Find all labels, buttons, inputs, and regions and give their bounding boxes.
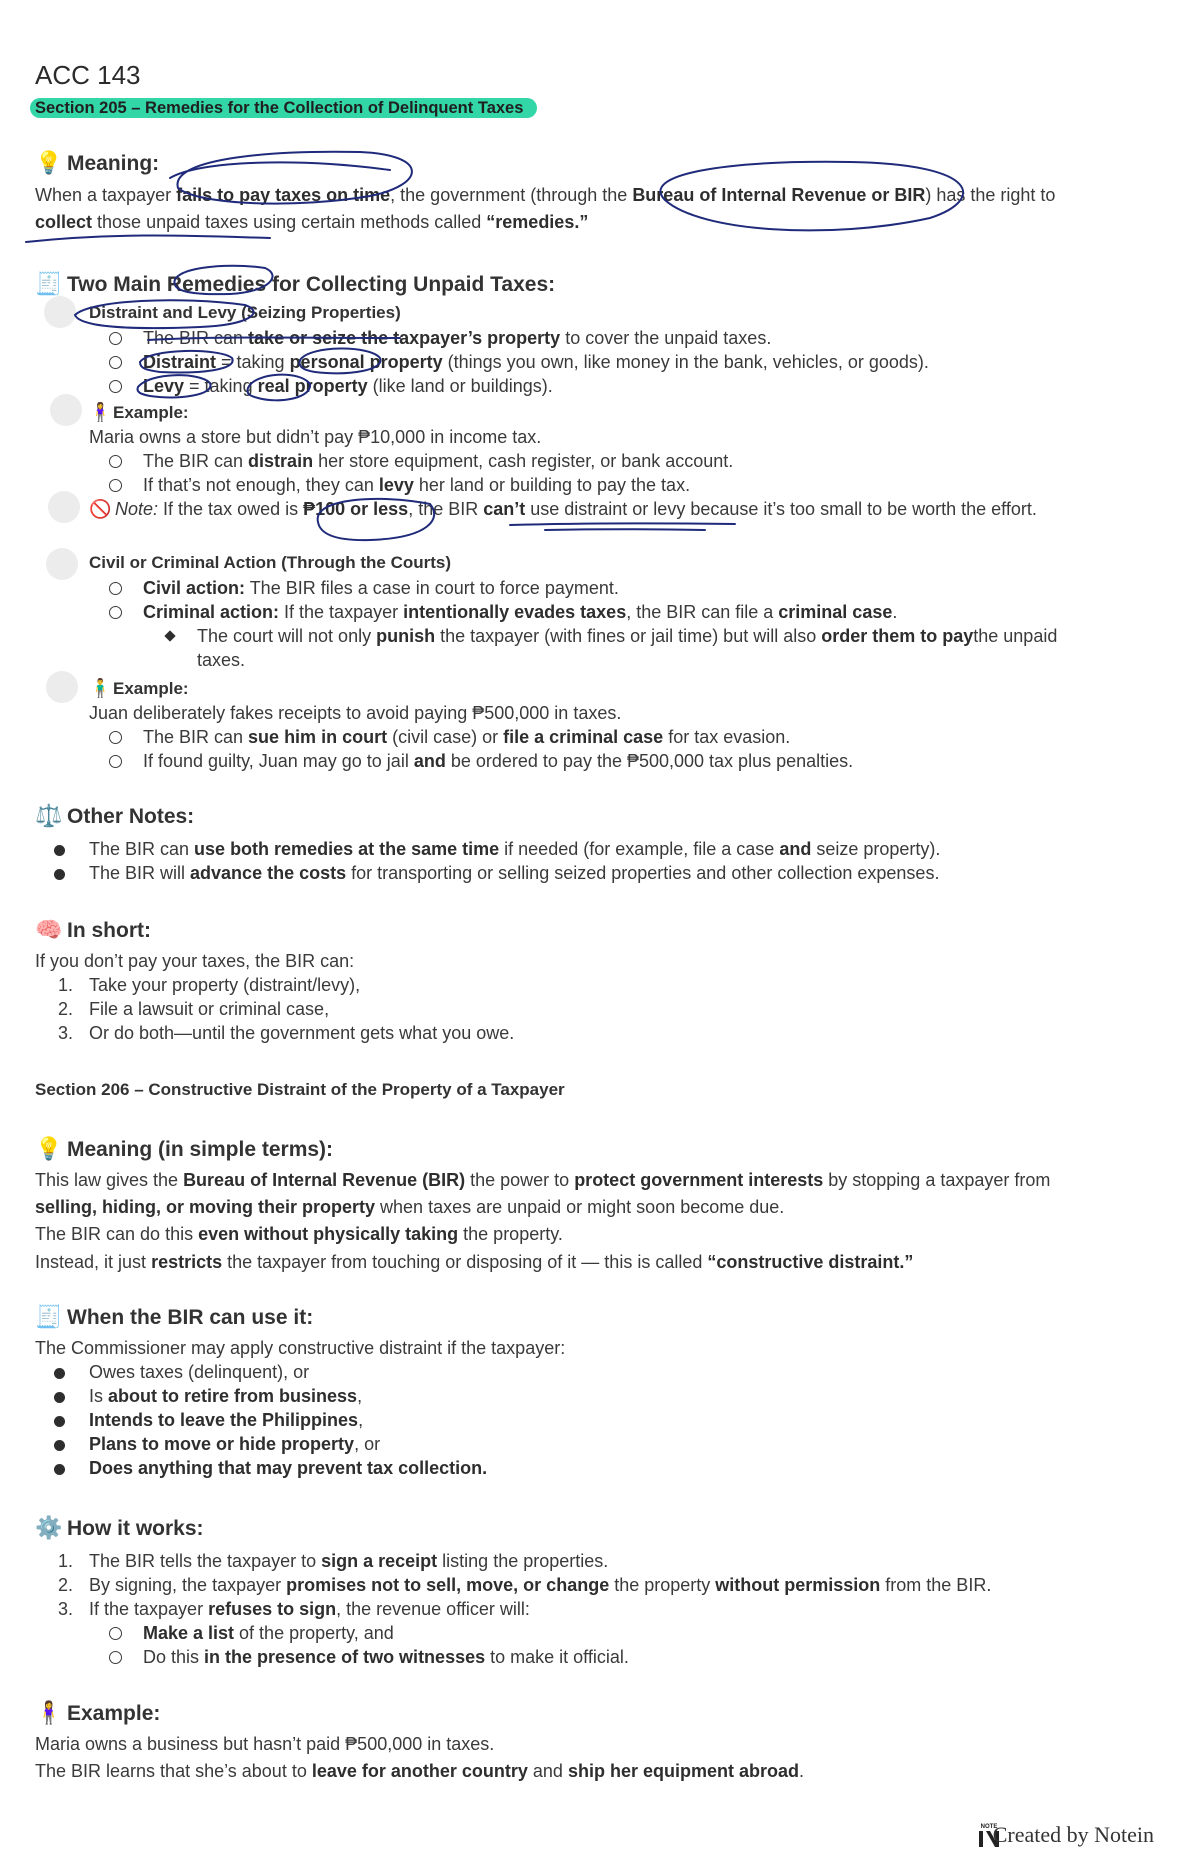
- paragraph-line: The BIR can do this even without physically taking the property.: [35, 1224, 563, 1244]
- list-item: Levy = taking real property (like land or buildings).: [143, 376, 553, 396]
- list-item: Is about to retire from business,: [89, 1386, 363, 1406]
- example-label: 🧍‍♀️Example:: [89, 402, 189, 422]
- bullet: [109, 1651, 122, 1664]
- man-icon: 🧍‍♂️: [89, 678, 112, 698]
- list-item: Intends to leave the Philippines,: [89, 1410, 364, 1430]
- bullet: [109, 606, 122, 619]
- example-label: 🧍‍♂️Example:: [89, 678, 189, 698]
- list-item: If the taxpayer refuses to sign, the revenue officer will:: [89, 1599, 530, 1619]
- lightbulb-icon: 💡: [35, 1136, 63, 1161]
- list-marker: [48, 491, 80, 523]
- woman-icon: 🧍‍♀️: [89, 402, 112, 422]
- list-number: 2.: [58, 999, 74, 1019]
- example-line: The BIR learns that she’s about to leave for another country and ship her equipment abroad.: [35, 1761, 804, 1781]
- list-number: 1.: [58, 1551, 74, 1571]
- list-item: The BIR can sue him in court (civil case) or file a criminal case for tax evasion.: [143, 727, 791, 747]
- receipt-icon: 🧾: [35, 271, 63, 296]
- bullet: [109, 332, 122, 345]
- list-number: 3.: [58, 1599, 74, 1619]
- bullet: [54, 1368, 65, 1379]
- note-line: 🚫 Note: If the tax owed is ₱100 or less, the BIR can’t use distraint or levy because it’s too small to be worth the effort.: [89, 496, 1037, 522]
- ink-circle: [170, 162, 390, 178]
- bullet: [109, 731, 122, 744]
- svg-text:NOTE: NOTE: [980, 1824, 998, 1830]
- bullet: [54, 1392, 65, 1403]
- list-marker: [44, 296, 76, 328]
- two-main-remedies-heading: 🧾 Two Main Remedies for Collecting Unpaid Taxes:: [35, 271, 556, 296]
- section-206-heading: Section 206 – Constructive Distraint of the Property of a Taxpayer: [35, 1080, 565, 1099]
- ink-underline: [545, 529, 705, 530]
- meaning-simple-heading: 💡 Meaning (in simple terms):: [35, 1136, 334, 1161]
- example-text: Maria owns a store but didn’t pay ₱10,000 in income tax.: [89, 427, 542, 447]
- civil-criminal-heading: Civil or Criminal Action (Through the Courts): [89, 553, 452, 572]
- bullet: [109, 380, 122, 393]
- gear-icon: ⚙️: [35, 1515, 63, 1540]
- list-number: 3.: [58, 1023, 74, 1043]
- woman-icon: 🧍‍♀️: [35, 1700, 63, 1725]
- when-intro: The Commissioner may apply constructive distraint if the taxpayer:: [35, 1338, 566, 1358]
- paragraph-line: This law gives the Bureau of Internal Revenue (BIR) the power to protect government interests by stopping a taxpayer from: [35, 1170, 1051, 1190]
- list-item: The BIR tells the taxpayer to sign a receipt listing the properties.: [89, 1551, 609, 1571]
- created-by-footer: Created by Notein: [992, 1822, 1154, 1847]
- list-item: Plans to move or hide property, or: [89, 1434, 381, 1454]
- balance-scale-icon: ⚖️: [35, 803, 63, 828]
- page-title: ACC 143: [35, 60, 141, 90]
- list-item: Or do both—until the government gets what you owe.: [89, 1023, 515, 1043]
- how-it-works-heading: ⚙️ How it works:: [35, 1515, 204, 1540]
- meaning-line-2: collect those unpaid taxes using certain methods called “remedies.”: [35, 212, 589, 232]
- list-item: The court will not only punish the taxpayer (with fines or jail time) but will also order them to paythe unpaid: [197, 626, 1058, 646]
- list-item: The BIR can take or seize the taxpayer’s property to cover the unpaid taxes.: [143, 328, 772, 348]
- list-item: Do this in the presence of two witnesses to make it official.: [143, 1647, 629, 1667]
- list-item: Civil action: The BIR files a case in court to force payment.: [143, 578, 619, 598]
- list-item-continued: taxes.: [197, 650, 246, 670]
- list-item: Owes taxes (delinquent), or: [89, 1362, 310, 1382]
- list-item: File a lawsuit or criminal case,: [89, 999, 330, 1019]
- example-text: Juan deliberately fakes receipts to avoid paying ₱500,000 in taxes.: [89, 703, 622, 723]
- meaning-line-1: When a taxpayer fails to pay taxes on time, the government (through the Bureau of Internal Revenue or BIR) has the right to: [35, 185, 1056, 205]
- list-item: Make a list of the property, and: [143, 1623, 394, 1643]
- receipt-icon: 🧾: [35, 1304, 63, 1329]
- list-item: By signing, the taxpayer promises not to sell, move, or change the property without permission from the BIR.: [89, 1575, 992, 1595]
- list-item: Criminal action: If the taxpayer intentionally evades taxes, the BIR can file a criminal case.: [143, 602, 898, 622]
- bullet: [54, 1464, 65, 1475]
- bullet: [54, 869, 65, 880]
- paragraph-line: Instead, it just restricts the taxpayer from touching or disposing of it — this is called “constructive distraint.”: [35, 1252, 914, 1272]
- list-item: The BIR can use both remedies at the same time if needed (for example, file a case and seize property).: [89, 839, 941, 859]
- other-notes-heading: ⚖️ Other Notes:: [35, 803, 195, 828]
- in-short-heading: 🧠 In short:: [35, 917, 151, 942]
- lightbulb-icon: 💡: [35, 150, 63, 175]
- list-item: The BIR can distrain her store equipment, cash register, or bank account.: [143, 451, 734, 471]
- bullet: [109, 455, 122, 468]
- list-item: If that’s not enough, they can levy her land or building to pay the tax.: [143, 475, 691, 495]
- in-short-intro: If you don’t pay your taxes, the BIR can:: [35, 951, 355, 971]
- list-marker: [46, 548, 78, 580]
- list-item: If found guilty, Juan may go to jail and be ordered to pay the ₱500,000 tax plus penalties.: [143, 751, 854, 771]
- brain-icon: 🧠: [35, 917, 63, 942]
- bullet: [109, 356, 122, 369]
- list-number: 2.: [58, 1575, 74, 1595]
- distraint-levy-heading: Distraint and Levy (Seizing Properties): [89, 303, 401, 322]
- meaning-heading: 💡 Meaning:: [35, 150, 160, 175]
- bullet: [54, 1440, 65, 1451]
- list-item: Take your property (distraint/levy),: [89, 975, 361, 995]
- list-marker: [46, 671, 78, 703]
- paragraph-line: selling, hiding, or moving their property when taxes are unpaid or might soon become due.: [35, 1197, 785, 1217]
- bullet: [109, 1627, 122, 1640]
- list-item: Distraint = taking personal property (things you own, like money in the bank, vehicles, or goods).: [143, 352, 929, 372]
- section-205-heading: Section 205 – Remedies for the Collection of Delinquent Taxes: [30, 98, 537, 118]
- bullet: [164, 630, 175, 641]
- bullet: [109, 479, 122, 492]
- prohibited-icon: 🚫: [89, 499, 112, 519]
- list-item: Does anything that may prevent tax collection.: [89, 1458, 488, 1478]
- ink-underline: [510, 523, 735, 525]
- example-heading: 🧍‍♀️ Example:: [35, 1700, 161, 1725]
- list-number: 1.: [58, 975, 74, 995]
- bullet: [54, 1416, 65, 1427]
- example-line: Maria owns a business but hasn’t paid ₱500,000 in taxes.: [35, 1734, 495, 1754]
- bullet: [109, 755, 122, 768]
- list-item: The BIR will advance the costs for transporting or selling seized properties and other collection expenses.: [89, 863, 940, 883]
- list-marker: [50, 394, 82, 426]
- when-heading: 🧾 When the BIR can use it:: [35, 1304, 314, 1329]
- bullet: [54, 845, 65, 856]
- ink-underline: [26, 236, 270, 243]
- bullet: [109, 582, 122, 595]
